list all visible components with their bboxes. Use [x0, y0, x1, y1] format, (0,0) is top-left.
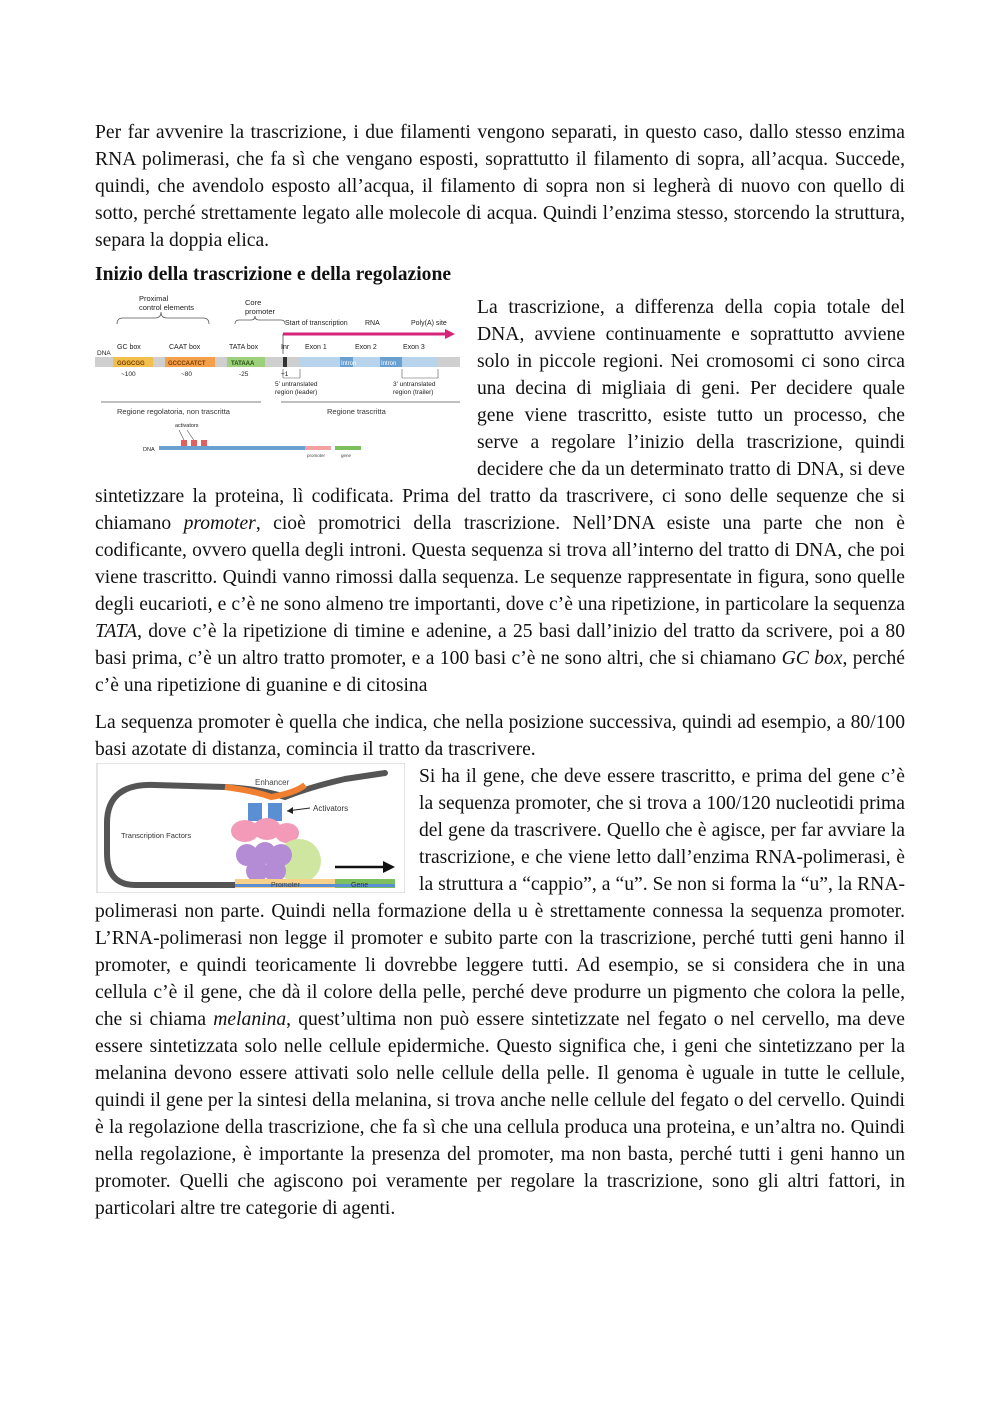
fig1-pos25: -25 [239, 371, 249, 378]
fig1-utr5-line2: region (leader) [275, 389, 318, 396]
paragraph-promoter: La sequenza promoter è quella che indica, che nella posizione successiva, quindi ad esempio, a 80/100 basi azotate di distanza, comincia il tratto da trascrivere. [95, 712, 905, 760]
document-page [95, 119, 905, 1222]
fig1-caat-seq: GCCCAATCT [168, 361, 206, 367]
fig1-intron2-label: Intron [381, 361, 397, 367]
fig1-core-promoter-label: promoter [245, 307, 276, 316]
fig1-exon1-label: Exon 1 [305, 344, 327, 351]
promoter-structure-figure [95, 294, 465, 469]
fig1-pos80: ~80 [181, 371, 193, 378]
fig1-utr3-line2: region (trailer) [393, 389, 434, 396]
section-heading: Inizio della trascrizione e della regolazione [95, 264, 452, 285]
fig1-utr5-line1: 5' untranslated [275, 381, 318, 388]
fig1-gc-box-label: GC box [117, 344, 141, 351]
fig2-activators-label: Activators [313, 804, 349, 813]
fig1-regione-non-trascritta: Regione regolatoria, non trascritta [117, 407, 230, 416]
fig1-start-label: Start of transcription [285, 320, 348, 327]
fig1-pos1: +1 [281, 371, 289, 378]
fig1-pos100: ~100 [121, 371, 136, 378]
fig1-utr3-line1: 3' untranslated [393, 381, 436, 388]
fig1-dna2-label: DNA [143, 447, 155, 453]
fig1-gene2-label: gene [341, 453, 352, 458]
fig2-gene-label: Gene [351, 882, 369, 889]
fig1-exon3-label: Exon 3 [403, 344, 425, 351]
fig2-tf-label: Transcription Factors [121, 831, 192, 840]
fig1-control-elements-label: control elements [139, 303, 195, 312]
fig1-activators-label: activators [175, 423, 199, 429]
fig1-intron1-label: Intron [341, 361, 357, 367]
fig1-gc-seq: GGGCGG [117, 361, 145, 367]
fig1-caat-box-label: CAAT box [169, 344, 201, 351]
fig1-inr-label: Inr [281, 344, 290, 351]
fig1-regione-trascritta: Regione trascritta [327, 407, 386, 416]
fig1-exon2-label: Exon 2 [355, 344, 377, 351]
fig1-proximal-label: Proximal [139, 294, 169, 303]
fig1-core-label: Core [245, 298, 262, 307]
fig1-rna-label: RNA [365, 320, 380, 327]
paragraph-loop-structure: Si ha il gene, che deve essere trascritto, e prima del gene c’è la sequenza promoter, che si trova a 100/120 nucleotidi prima del gene da trascrivere. Quello che è agisce, per far avviare la trascrizione, e che viene letto dall’enzima RNA-polimerasi, è la struttura a “cappio”, a “u”. Se non si forma la “u”, la RNA-polimerasi non parte. Quindi nella formazione della u è strettamente connessa la sequenza promoter. L’RNA-polimerasi non legge il promoter e subito parte con la trascrizione, perché tutti geni hanno il promoter, e quindi teoricamente li dovrebbe leggere tutti. Ad esempio, se si considera che in una cellula c’è il gene, che dà il colore della pelle, perché deve produrre un pigmento che colora la pelle, che si chiama melanina, quest’ultima non può essere sintetizzate nel fegato o nel cervello, ma deve essere sintetizzata solo nelle cellule epidermiche. Questo significa che, i geni che sintetizzano per la melanina devono essere attivati solo nelle cellule della pelle. Il genoma è uguale in tutte le cellule, quindi il gene per la sintesi della melanina, si trova anche nelle cellule del fegato o del cervello. Quindi è la regolazione della trascrizione, che fa sì che una cellula produca una proteina, e un’altra no. Quindi nella regolazione, è importante la presenza del promoter, ma non basta, perché tutti i geni hanno un promoter. Quelli che agiscono poi veramente per regolare la trascrizione, sono gli altri fattori, in particolari altre tre categorie di agenti. [95, 766, 905, 1219]
intro-paragraph: Per far avvenire la trascrizione, i due filamenti vengono separati, in questo caso, dallo stesso enzima RNA polimerasi, che fa sì che vengano esposti, soprattutto il filamento di sopra, all’acqua. Succede, quindi, che avendolo esposto all’acqua, il filamento di sopra non si legherà di nuovo con quello di sotto, perché strettamente legato alle molecole di acqua. Quindi l’enzima stesso, storcendo la struttura, separa la doppia elica. [95, 122, 905, 251]
fig1-polya-label: Poly(A) site [411, 320, 447, 327]
fig1-tata-box-label: TATA box [229, 344, 259, 351]
fig1-promoter2-label: promoter [307, 453, 326, 458]
fig2-promoter-label: Promoter [271, 882, 300, 889]
fig2-enhancer-label: Enhancer [255, 778, 290, 787]
fig1-dna-label: DNA [97, 350, 111, 357]
paragraph-regulation: La trascrizione, a differenza della copia totale del DNA, avviene continuamente e soprattutto avviene solo in piccole regioni. Nei cromosomi ci sono circa una decina di migliaia di geni. Per decidere quale gene viene trascritto, esiste tutto un processo, che serve a regolare l’inizio della trascrizione, quindi decidere che da un determinato tratto di DNA, si deve sintetizzare la proteina, lì codificata. Prima del tratto da trascrivere, ci sono delle sequenze che si chiamano promoter, cioè promotrici della trascrizione. Nell’DNA esiste una parte che non è codificante, ovvero quella degli introni. Questa sequenza si trova all’interno del tratto di DNA, che poi viene trascritto. Quindi vanno rimossi dalla sequenza. Le sequenze rappresentate in figura, sono quelle degli eucarioti, e c’è ne sono almeno tre importanti, dove c’è una ripetizione, in particolare la sequenza TATA, dove c’è la ripetizione di timine e adenine, a 25 basi dall’inizio del tratto da scrivere, poi a 80 basi prima, c’è un altro tratto promoter, e a 100 basi c’è ne sono altri, che si chiamano GC box, perché c’è una ripetizione di guanine e di citosina [95, 297, 905, 696]
enhancer-loop-figure [95, 763, 405, 893]
fig1-tata-seq: TATAAA [231, 361, 255, 367]
